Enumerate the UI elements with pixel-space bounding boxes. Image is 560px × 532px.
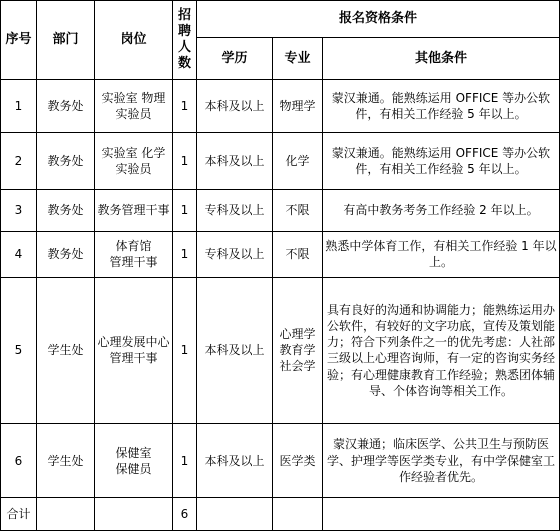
cell-dept: 教务处	[37, 80, 95, 133]
header-other: 其他条件	[323, 37, 560, 80]
cell-other: 熟悉中学体育工作，有相关工作经验 1 年以上。	[323, 231, 560, 277]
cell-position: 心理发展中心 管理干事	[95, 277, 173, 423]
total-label: 合计	[1, 498, 37, 531]
total-row	[1, 498, 560, 531]
cell-dept: 教务处	[37, 231, 95, 277]
cell-seq: 3	[1, 190, 37, 232]
total-empty-dept	[37, 498, 95, 531]
table-row	[1, 424, 560, 498]
table-row	[1, 277, 560, 423]
cell-position: 教务管理干事	[95, 190, 173, 232]
cell-other: 有高中教务考务工作经验 2 年以上。	[323, 190, 560, 232]
table-row	[1, 190, 560, 232]
total-empty-education	[197, 498, 273, 531]
header-position: 岗位	[95, 1, 173, 80]
cell-position: 保健室 保健员	[95, 424, 173, 498]
cell-education: 本科及以上	[197, 80, 273, 133]
cell-major: 不限	[273, 190, 323, 232]
cell-position: 体育馆 管理干事	[95, 231, 173, 277]
table-row	[1, 133, 560, 190]
table-row	[1, 231, 560, 277]
cell-position: 实验室 物理 实验员	[95, 80, 173, 133]
cell-dept: 教务处	[37, 190, 95, 232]
cell-education: 专科及以上	[197, 190, 273, 232]
cell-seq: 4	[1, 231, 37, 277]
total-empty-position	[95, 498, 173, 531]
cell-other: 蒙汉兼通；临床医学、公共卫生与预防医学、护理学等医学类专业，有中学保健室工作经验者优先。	[323, 424, 560, 498]
cell-education: 本科及以上	[197, 277, 273, 423]
cell-other: 蒙汉兼通。能熟练运用 OFFICE 等办公软件，有相关工作经验 5 年以上。	[323, 133, 560, 190]
cell-count: 1	[173, 277, 197, 423]
cell-seq: 1	[1, 80, 37, 133]
cell-count: 1	[173, 190, 197, 232]
cell-count: 1	[173, 133, 197, 190]
header-row-top	[1, 1, 560, 38]
cell-position: 实验室 化学 实验员	[95, 133, 173, 190]
header-major: 专业	[273, 37, 323, 80]
header-education: 学历	[197, 37, 273, 80]
cell-major: 化学	[273, 133, 323, 190]
cell-dept: 学生处	[37, 277, 95, 423]
cell-count: 1	[173, 80, 197, 133]
header-conditions: 报名资格条件	[197, 1, 560, 38]
cell-dept: 教务处	[37, 133, 95, 190]
cell-count: 1	[173, 231, 197, 277]
table-row	[1, 80, 560, 133]
total-empty-major	[273, 498, 323, 531]
cell-seq: 5	[1, 277, 37, 423]
cell-other: 蒙汉兼通。能熟练运用 OFFICE 等办公软件，有相关工作经验 5 年以上。	[323, 80, 560, 133]
cell-seq: 6	[1, 424, 37, 498]
cell-dept: 学生处	[37, 424, 95, 498]
cell-other: 具有良好的沟通和协调能力；能熟练运用办公软件，有较好的文字功底，宣传及策划能力；符合下列条件之一的优先考虑：人社部三级以上心理咨询师，有一定的咨询实务经验；有心理健康教育工作经验；熟悉团体辅导、个体咨询等相关工作。	[323, 277, 560, 423]
total-empty-other	[323, 498, 560, 531]
cell-education: 专科及以上	[197, 231, 273, 277]
cell-major: 心理学 教育学 社会学	[273, 277, 323, 423]
cell-seq: 2	[1, 133, 37, 190]
cell-count: 1	[173, 424, 197, 498]
cell-education: 本科及以上	[197, 424, 273, 498]
cell-major: 医学类	[273, 424, 323, 498]
cell-education: 本科及以上	[197, 133, 273, 190]
cell-major: 物理学	[273, 80, 323, 133]
header-dept: 部门	[37, 1, 95, 80]
header-seq: 序号	[1, 1, 37, 80]
total-count: 6	[173, 498, 197, 531]
cell-major: 不限	[273, 231, 323, 277]
header-count: 招 聘 人 数	[173, 1, 197, 80]
